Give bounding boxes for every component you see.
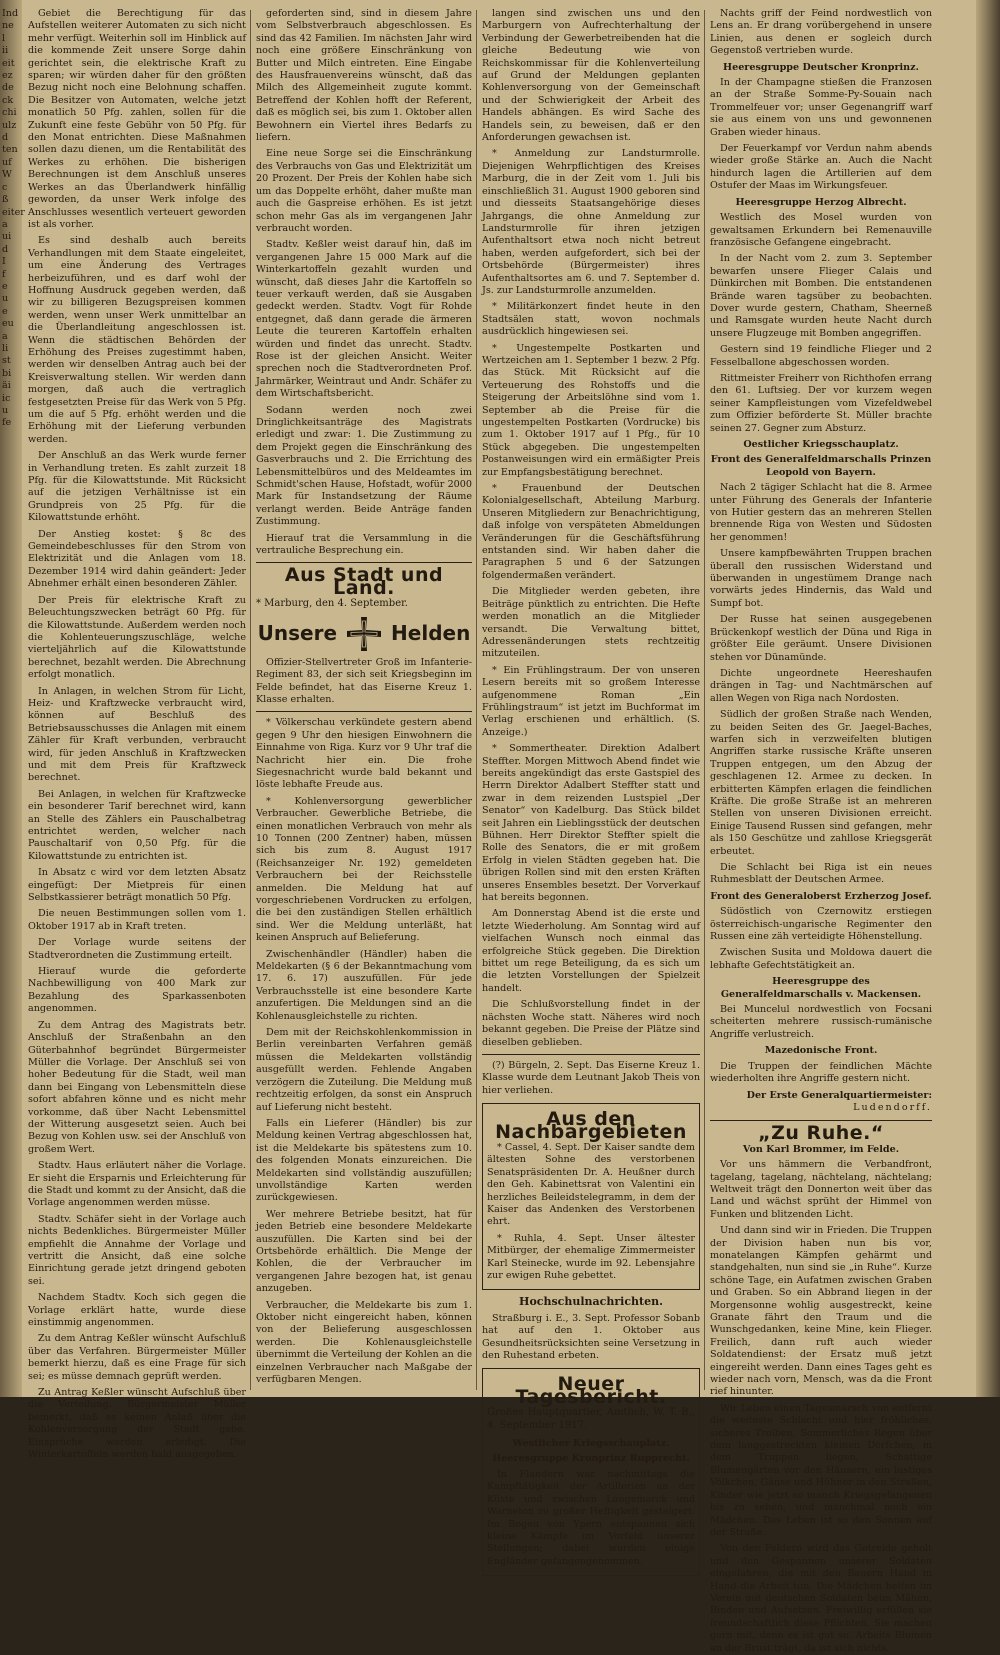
paragraph: Hierauf wurde die geforderte Nachbewilligung von 400 Mark zur Bezahlung des Sparkassenboten angenommen. bbox=[28, 966, 246, 1015]
fragment-line: e bbox=[2, 280, 8, 292]
column-1 bbox=[28, 8, 246, 1461]
paragraph: Gebiet die Berechtigung für das Aufstellen weiterer Automaten zu sich nicht mehr verfügt. Weiterhin soll im Hinblick auf die kommende Zeit unsere Sorge dahin gerichtet sein, die elektrische Kraft zu sparen; wir würden daher für den größten Bezug nicht noch eine Belohnung schaffen. Die Besitzer von Automaten, welche jetzt monatlich 50 Pfg. zahlen, sollen für die Zukunft eine feste Gebühr von 50 Pfg. für den Monat entrichten. Diese Maßnahmen sollen dazu dienen, um die Rentabilität des Werkes zu erhöhen. Die bisherigen Berechnungen ist dem Anschluß unseres Werkes an das Überlandwerk hinfällig geworden, da unser Werk infolge des Anschlusses wesentlich verteuert geworden ist als vorher. bbox=[28, 8, 246, 230]
paragraph: Der Feuerkampf vor Verdun nahm abends wieder große Stärke an. Auch die Nacht hindurch lagen die Artillerien auf dem Ostufer der Maas im Wirkungsfeuer. bbox=[710, 143, 932, 192]
paragraph: (?) Bürgeln, 2. Sept. Das Eiserne Kreuz 1. Klasse wurde dem Leutnant Jakob Theis von hier verliehen. bbox=[482, 1059, 700, 1096]
paragraph: Der Russe hat seinen ausgegebenen Brückenkopf westlich der Düna und Riga in größter Eile geräumt. Unsere Divisionen stehen vor Dünamünde. bbox=[710, 614, 932, 663]
col4-sub1: Heeresgruppe Deutscher Kronprinz. bbox=[723, 61, 919, 73]
fragment-line: chi bbox=[2, 107, 17, 119]
fragment-line: u bbox=[2, 293, 9, 305]
paragraph: * Ein Frühlingstraum. Der von unseren Lesern bereits mit so großem Interesse aufgenommene Roman „Ein Frühlingstraum“ ist jetzt im Buchformat im Verlag erschienen und erhältlich. (S. Anzeige.) bbox=[482, 664, 700, 738]
fragment-line: d bbox=[2, 132, 9, 144]
university-text: Straßburg i. E., 3. Sept. Professor Sobanb hat auf den 1. Oktober aus Gesundheitsrücksichten seine Versetzung in den Ruhestand erbeten. bbox=[482, 1312, 700, 1362]
paragraph: * Kohlenversorgung gewerblicher Verbraucher. Gewerbliche Betriebe, die einen monatlichen Verbrauch von mehr als 10 Tonnen (200 Zentner) haben, müssen sich bis zum 8. August 1917 (Reichsanzeiger Nr. 192) gemeldeten Verbrauchern bei der Reichsstelle anmelden. Die Meldung hat auf vorgeschriebenen Vordrucken zu erfolgen, die bei den zuständigen Stellen erhältlich sind. Wer die Meldung unterläßt, hat keinen Anspruch auf Belieferung. bbox=[256, 795, 472, 944]
paragraph: * Völkerschau verkündete gestern abend gegen 9 Uhr den hiesigen Einwohnern die Einnahme von Riga. Kurz vor 9 Uhr traf die Nachricht hier ein. Die frohe Siegesnachricht wurde bald bekannt und löste lebhafte Freude aus. bbox=[256, 717, 472, 791]
paragraph: Stadtv. Keßler weist darauf hin, daß im vergangenen Jahre 15 000 Mark auf die Winterkartoffeln gezahlt wurden und wünscht, daß dieses Jahr die Kartoffeln so teuer verkauft werden, daß sie Ausgaben gedeckt werden. Stadtv. Vogt für Rohde entgegnet, daß dann gerade die ärmeren Leute die teureren Kartoffeln erhalten würden und findet das unrecht. Stadtv. Rose ist der gleichen Ansicht. Weiter sprechen noch die Stadtverordneten Prof. Jahrmärker, Weintraut und Andr. Schäfer zu dem Wirtschaftsbericht. bbox=[256, 239, 472, 400]
paragraph: Zu dem Antrag Keßler wünscht Aufschluß über das Verfahren. Bürgermeister Müller bemerkt hierzu, daß es eine Frage für sich sei; es müsse demnach geprüft werden. bbox=[28, 1333, 246, 1382]
daily-report-sub1: Westlicher Kriegsschauplatz. bbox=[512, 1438, 670, 1450]
paragraph: Gestern sind 19 feindliche Flieger und 2 Fesselballone abgeschossen worden. bbox=[710, 344, 932, 368]
paragraph: Der Anstieg kostet: § 8c des Gemeindebeschlusses für den Strom von Elektrizität und die Anlagen vom 18. Dezember 1914 wird dahin geändert: Jeder Abnehmer erhält einen besonderen Zähler. bbox=[28, 528, 246, 590]
paragraph: Südöstlich von Czernowitz erstiegen österreichisch-ungarische Regimenter den Russen eine zäh verteidigte Höhenstellung. bbox=[710, 906, 932, 943]
column-rule bbox=[704, 10, 705, 1390]
paragraph: Dichte ungeordnete Heereshaufen drängen in Tag- und Nachtmärschen auf allen Wegen von Riga nach Nordosten. bbox=[710, 667, 932, 704]
column-3-top-text bbox=[482, 8, 700, 1049]
col4-sub6-text bbox=[710, 1004, 932, 1041]
daily-report-text: In Flandern war nachmittags die Kampftätigkeit der Artillerien an der Küste und zwischen Langemarck und Warneton zu großer Heftigkeit gesteigert. Im Bogen von Ypern entspannen sich kleine Kämpfe im Vorfeld unserer Stellungen; dabei wurden einige Engländer gefangengenommen. bbox=[487, 1468, 695, 1567]
paragraph: Sodann werden noch zwei Dringlichkeitsanträge des Magistrats erledigt und zwar: 1. Die Zustimmung zu dem Projekt gegen die Einschränkung des Gasverbrauchs und 2. Die Errichtung des Lebensmittelbüros und des Meldeamtes im Schmidt'schen Hause, Hofstadt, wofür 2000 Mark für Instandsetzung der Räume verlangt werden. Beide Anträge fanden Zustimmung. bbox=[256, 404, 472, 528]
section-title-local-news: Aus Stadt und Land. bbox=[284, 564, 444, 599]
paragraph: Rittmeister Freiherr von Richthofen errang den 61. Luftsieg. Der vor kurzem wegen seiner Kampfleistungen vom Vizefeldwebel zum Offizier beförderte St. Müller brachte seinen 27. Gegner zum Absturz. bbox=[710, 372, 932, 434]
paragraph: Und dann sind wir in Frieden. Die Truppen der Division haben nun bis vor, monatelangen Kämpfen gehärmt und standgehalten, nun sind sie „in Ruhe“. Kurze schöne Tage, ein Aufatmen zwischen Graben und Graben. So ein Abbrand liegen in der Morgensonne wohlig ausgestreckt, keine Granate fährt den Traum und die Wunschgedanken, keine Mine, kein Flieger. Freilich, dann ruft auch wieder Soldatendienst: der Ersatz muß jetzt eingereiht werden. Dann eines Tages geht es wieder nach vorn, Mensch, was da die Front rief hinunter. bbox=[710, 1225, 932, 1398]
section-title-university: Hochschulnachrichten. bbox=[519, 1295, 663, 1309]
paragraph: In der Champagne stießen die Franzosen an der Straße Somme-Py-Souain nach Trommelfeuer vor; unser Gegenangriff warf sie aus einem von uns und gewonnenen Graben wieder hinaus. bbox=[710, 77, 932, 138]
fragment-line: d bbox=[2, 243, 9, 255]
paragraph: In Absatz c wird vor dem letzten Absatz eingefügt: Der Mietpreis für einen Selbstkassierer beträgt monatlich 50 Pfg. bbox=[28, 867, 246, 904]
paragraph: Verbraucher, die Meldekarte bis zum 1. Oktober nicht eingereicht haben, können von der Belieferung ausgeschlossen werden. Die Kohlenausgleichstelle übernimmt die Verteilung der Kohlen an die einzelnen Verbraucher nach Maßgabe der verfügbaren Mengen. bbox=[256, 1299, 472, 1386]
paragraph: Nachdem Stadtv. Koch sich gegen die Vorlage erklärt hatte, wurde diese einstimmig angenommen. bbox=[28, 1292, 246, 1329]
paragraph: Von den Feldern wird das Getreide geholt und den Gespannen unserer Soldaten eingefahren, die mit den Bauern Hand in Hand die Arbeit tun. Die Mädchen helfen im Verein mit deutschen Soldaten beim Mähen, Binden und Aufsetzen. Freiwillig erfüllen sie freundschaftlich diese Pflichten. Sie machen gern mit, denn es ist gut so. Arbeits Blumen an der Brust trägt, da ist sich nichts. bbox=[710, 1543, 932, 1654]
paragraph: Stadtv. Haus erläutert näher die Vorlage. Er sieht die Ersparnis und Erleichterung für die Stadt und kommt zu der Ansicht, daß die Vorlage angenommen werden müsse. bbox=[28, 1160, 246, 1209]
fragment-line: c bbox=[2, 181, 8, 193]
paragraph: Zu dem Antrag des Magistrats betr. Anschluß der Straßenbahn an den Güterbahnhof begründet Bürgermeister Müller die Vorlage. Der Anschluß sei von hoher Bedeutung für die Stadt, weil man dann bei Eingang von Lebensmitteln diese sofort abfahren könne und es nicht mehr vorkomme, daß über Nacht Lebensmittel der Witterung ausgesetzt seien. Auch bei Bezug von Kohlen usw. sei der Anschluß von großem Wert. bbox=[28, 1019, 246, 1155]
paragraph: * Ruhla, 4. Sept. Unser ältester Mitbürger, der ehemalige Zimmermeister Karl Steinecke, wurde im 92. Lebensjahre zur ewigen Ruhe gebettet. bbox=[487, 1232, 695, 1281]
daily-report-sub2: Heeresgruppe Kronprinz Rupprecht. bbox=[492, 1453, 690, 1465]
section-title-neighbor: Aus den Nachbargebieten bbox=[495, 1108, 687, 1143]
paragraph: Zwischen Susita und Moldowa dauert die lebhafte Gefechtstätigkeit an. bbox=[710, 947, 932, 971]
col4-sub4-text bbox=[710, 482, 932, 887]
dateline: * Marburg, den 4. September. bbox=[256, 598, 408, 610]
paragraph: Der Vorlage wurde seitens der Stadtverordneten die Zustimmung erteilt. bbox=[28, 937, 246, 961]
col4-sub5-text bbox=[710, 906, 932, 972]
fragment-line: uf bbox=[2, 156, 12, 168]
paragraph: * Frauenbund der Deutschen Kolonialgesellschaft, Abteilung Marburg. Unseren Mitgliedern zur Benachrichtigung, daß infolge von verspäteten Abmeldungen Veränderungen für die Geschäftsführung entstanden sind. Wir haben daher die Paragraphen 5 und 6 der Satzungen folgendermaßen verändert. bbox=[482, 483, 700, 581]
daily-report-box bbox=[482, 1368, 700, 1576]
paragraph: Wer mehrere Betriebe besitzt, hat für jeden Betrieb eine besondere Meldekarte auszufüllen. Die Karten sind bei der Ortsbehörde erhältlich. Die Menge der Kohlen, die der Verbraucher im vergangenen Jahre bezogen hat, ist genau anzugeben. bbox=[256, 1208, 472, 1295]
fragment-line: st bbox=[2, 355, 11, 367]
col4-sub7-text bbox=[710, 1061, 932, 1086]
fragment-line: u bbox=[2, 405, 9, 416]
col4-sub4: Front des Generalfeldmarschalls Prinzen Leopold von Bayern. bbox=[710, 454, 932, 478]
paragraph: langen sind zwischen uns und den Marburgern von Aufrechterhaltung der Verbindung der Gewerbetreibenden hat die gleiche Bedeutung wie von Reichskommissar für die Kohlenverteilung auf Grund der Meldungen geplanten Kohlenversorgung von der Gemeinschaft und der Schwierigkeit der Arbeit des Handels abhängen. Es wird Sache des Handels sein, zu beweisen, daß er den Anforderungen gewachsen ist. bbox=[482, 8, 700, 144]
neighbor-news-text bbox=[487, 1142, 695, 1282]
poem-text bbox=[710, 1159, 932, 1655]
paragraph: Am Donnerstag Abend ist die erste und letzte Wiederholung. Am Sonntag wird auf vielfachen Wunsch noch einmal das erfolgreiche Stück gegeben. Die Direktion bittet um rege Beteiligung, da es sich um die letzten Vorstellungen der Spielzeit handelt. bbox=[482, 908, 700, 994]
signature-name: Ludendorff. bbox=[853, 1101, 932, 1113]
fragment-line: ß bbox=[2, 194, 9, 206]
paragraph: Der Preis für elektrische Kraft zu Beleuchtungszwecken beträgt 60 Pfg. für die Kilowattstunde. Außerdem werden noch die Kohlenteuerungszuschläge, welche vierteljährlich auf die Kilowattstunde berechnet, bezahlt werden. Die Abrechnung erfolgt monatlich. bbox=[28, 594, 246, 681]
signature-role: Der Erste Generalquartiermeister: bbox=[746, 1089, 932, 1101]
paragraph: Südlich der großen Straße nach Wenden, zu beiden Seiten des Gr. Jaegel-Baches, warfen sich in verzweifelten blutigen Angriffen starke russische Kräfte unseren Truppen entgegen, um den Abzug der geschlagenen 12. Armee zu decken. In erbitterten Kämpfen erlagen die feindlichen Kräfte. Die große Straße ist an mehreren Stellen von unseren Divisionen erreicht. Einige Tausend Russen sind gefangen, mehr als 150 Geschütze und zahllose Kriegsgerät erbeutet. bbox=[710, 709, 932, 857]
col4-sub2-text bbox=[710, 212, 932, 435]
paragraph: Die neuen Bestimmungen sollen vom 1. Oktober 1917 ab in Kraft treten. bbox=[28, 908, 246, 932]
previous-page-fragment bbox=[2, 8, 28, 430]
paragraph: Dem mit der Reichskohlenkommission in Berlin vereinbarten Verfahren gemäß müssen die Meldekarten vollständig ausgefüllt werden. Fehlende Angaben verzögern die Zuteilung. Die Meldung muß rechtzeitig erfolgen, da sonst ein Anspruch auf Lieferung nicht besteht. bbox=[256, 1027, 472, 1113]
paragraph: Bei Muncelul nordwestlich von Focsani scheiterten mehrere russisch-rumänische Angriffe verlustreich. bbox=[710, 1004, 932, 1040]
separator bbox=[256, 562, 472, 563]
fragment-line: fe bbox=[2, 417, 12, 429]
column-rule bbox=[476, 10, 477, 1390]
fragment-line: a bbox=[2, 218, 8, 230]
poem-title: „Zu Ruhe.“ bbox=[758, 1122, 884, 1145]
paragraph: In der Nacht vom 2. zum 3. September bewarfen unsere Flieger Calais und Dünkirchen mit Bomben. Die entstandenen Brände waren tagsüber zu beobachten. Dover wurde gestern, Chatham, Sheerneß und Ramsgate wurden heute Nacht durch unsere Flugzeuge mit Bomben angegriffen. bbox=[710, 253, 932, 339]
fragment-line: ne bbox=[2, 20, 14, 32]
separator bbox=[256, 711, 472, 712]
paragraph: Unsere kampfbewährten Truppen brachen überall den russischen Widerstand und überwanden in ungestümem Drange nach vorwärts jedes Hindernis, das Wald und Sumpf bot. bbox=[710, 548, 932, 609]
col4-sub2: Heeresgruppe Herzog Albrecht. bbox=[735, 196, 907, 208]
column-2-bottom-text bbox=[256, 717, 472, 1386]
paragraph: Wir Leben einen Tagesmarsch von entfernt die weiteste Schlacht und hier fröhliches, sicheres Treiben. Sommerliches Regen über dem langgestreckten kleinen Dörfchen, in dem Truppen liegen, Schattige Blumengärten vor den Häusern, ein lustiges Völkchen, Gänse und Hühner in den Straßen, Kinder wie jetzt so manch Kriegsgefangenen bis zu sehen, und manchmal noch ein Mädchen. Das Leben ist so den Sonnen auf der Straße. bbox=[710, 1402, 932, 1538]
fragment-line: ulz bbox=[2, 119, 17, 131]
fragment-line: ii bbox=[2, 45, 9, 57]
fragment-line: f bbox=[2, 268, 6, 280]
paragraph: Nach 2 tägiger Schlacht hat die 8. Armee unter Führung des Generals der Infanterie von Hutier gestern das an mehreren Stellen brennende Riga von Westen und Südosten her genommen! bbox=[710, 482, 932, 543]
fragment-line: e bbox=[2, 305, 8, 317]
page-right-edge bbox=[976, 0, 1000, 1397]
fragment-line: äi bbox=[2, 380, 11, 392]
fragment-line: ten bbox=[2, 144, 18, 156]
paragraph: Westlich des Mosel wurden von gewaltsamen Erkundern bei Remenauville französische Gefangene eingebracht. bbox=[710, 212, 932, 248]
fragment-line: ui bbox=[2, 231, 12, 243]
fragment-line: I bbox=[2, 256, 6, 268]
paragraph: * Ungestempelte Postkarten und Wertzeichen am 1. September 1 bezw. 2 Pfg. das Stück. Mit Rücksicht auf die Verteuerung des Rohstoffs und die Steigerung der Arbeitslöhne sind vom 1. September ab die Preise für die ungestempelten Postkarten (Vordrucke) bis zum 1. Oktober 1917 auf 1 Pfg., für 10 Stück abgegeben. Die ungestempelten Postanweisungen wird ein ermäßigter Preis zur Empfangsbestätigung berechnet. bbox=[482, 342, 700, 478]
fragment-line: ck bbox=[2, 94, 14, 106]
paragraph: Stadtv. Schäfer sieht in der Vorlage auch nichts Bedenkliches. Bürgermeister Müller empfiehlt die Annahme der Vorlage und vertritt die Ansicht, daß eine solche Einrichtung gerade jetzt dringend geboten sei. bbox=[28, 1213, 246, 1287]
paragraph: Zu Antrag Keßler wünscht Aufschluß über die Verteilung. Bürgermeister Müller bemerkt, daß es keinen Anlaß über die Kohlenversorgung der Stadt gebe. Einsprüche werden erledigt. Die Winterkartoffeln werden bald ausgegeben. bbox=[28, 1387, 246, 1461]
separator bbox=[482, 1054, 700, 1055]
heroes-text: Offizier-Stellvertreter Groß im Infanterie-Regiment 83, der sich seit Kriegsbeginn im Felde befindet, hat das Eiserne Kreuz 1. Klasse erhalten. bbox=[256, 656, 472, 705]
column-3 bbox=[482, 8, 700, 1567]
paragraph: Falls ein Lieferer (Händler) bis zur Meldung keinen Vertrag abgeschlossen hat, ist die Meldekarte bis spätestens zum 10. des folgenden Monats einzureichen. Die Meldekarten sind vollständig auszufüllen; unvollständige Karten werden zurückgewiesen. bbox=[256, 1117, 472, 1204]
heroes-word-right: Helden bbox=[391, 621, 471, 646]
paragraph: Vor uns hämmern die Verbandfront, tagelang, tagelang, nächtelang, nächtelang; Weltweit trägt den Donnerton weit über das Land und wächst sprüht der Himmel von Funken und blitzenden Licht. bbox=[710, 1159, 932, 1220]
paragraph: Der Anschluß an das Werk wurde ferner in Verhandlung treten. Es zahlt zurzeit 18 Pfg. für die Kilowattstunde. Mit Rücksicht auf die jetzigen Verhältnisse ist ein Grundpreis von 25 Pfg. für die Kilowattstunde erhöht. bbox=[28, 450, 246, 524]
paragraph: Die Truppen der feindlichen Mächte wiederholten ihre Angriffe gestern nicht. bbox=[710, 1060, 932, 1085]
column-3-notice bbox=[482, 1060, 700, 1097]
col4-sub5: Front des Generaloberst Erzherzog Josef. bbox=[710, 890, 932, 902]
paragraph: In Anlagen, in welchen Strom für Licht, Heiz- und Kraftzwecke verbraucht wird, können auf Beschluß des Betriebsausschusses die Anlagen mit einem Zähler für Kraft verbunden, verbraucht wird, für jeden Anschluß in Kraftzwecken und mit dem Preis für Kraftzweck berechnet. bbox=[28, 685, 246, 784]
paragraph: * Anmeldung zur Landsturmrolle. Diejenigen Wehrpflichtigen des Kreises Marburg, die in der Zeit vom 1. Juli bis einschließlich 31. August 1900 geboren sind und diesseits Staatsangehörige dieses Jahrgangs, die ohne Anmeldung zur Landsturmrolle für ihren jetzigen Aufenthaltsort etwa noch nicht betreut haben, werden aufgefordert, sich bei der Ortsbehörde (Bürgermeister) ihres Aufenthaltsortes am 6. und 7. September d. Js. zur Landsturmrolle anzumelden. bbox=[482, 148, 700, 296]
column-4-top-text bbox=[710, 8, 932, 58]
neighbor-news-box bbox=[482, 1103, 700, 1290]
daily-report-dateline: Großes Hauptquartier, Amtlich, W. T. B., 4. September 1917. bbox=[487, 1407, 695, 1431]
column-2-top-text bbox=[256, 8, 472, 557]
paragraph: Nachts griff der Feind nordwestlich von Lens an. Er drang vorübergehend in unsere Linien, aus denen er sogleich durch Gegenstoß vertrieben wurde. bbox=[710, 8, 932, 57]
heroes-word-left: Unsere bbox=[257, 621, 338, 646]
fragment-line: ic bbox=[2, 392, 11, 404]
fragment-line: eu bbox=[2, 318, 14, 330]
column-rule bbox=[250, 10, 251, 1390]
fragment-line: bi bbox=[2, 367, 12, 379]
iron-cross-icon bbox=[347, 617, 381, 651]
paragraph: Es sind deshalb auch bereits Verhandlungen mit dem Staate eingeleitet, um eine Änderung des Vertrages herbeizuführen, und es darf wohl der Hoffnung Ausdruck gegeben werden, daß wir zu billigeren Bezugspreisen kommen werden, wenn unser Werk unmittelbar an die Überlandleitung angeschlossen ist. Wenn die städtischen Behörden der Erhöhung des Preises zugestimmt haben, werden wir denselben Antrag auch bei der Kreisverwaltung stellen. Wir werden dann morgen, daß auch die vertraglich festgesetzten Preise für das Werk von 5 Pfg. um die auf 5 Pfg. erhöht werden und die Erhöhung mit der Lieferung verbunden werden. bbox=[28, 235, 246, 445]
paragraph: * Sommertheater. Direktion Adalbert Steffter. Morgen Mittwoch Abend findet wie bereits angekündigt das erste Gastspiel des Herrn Direktor Adalbert Steffter statt und zwar in dem reizenden Lustspiel „Der Senator“ von Kadelburg. Das Stück bildet seit Jahren ein Lieblingsstück der deutschen Bühnen. Herr Direktor Steffter spielt die Rolle des Senators, die er mit großem Erfolg in vielen Städten gegeben hat. Die übrigen Rollen sind mit den ersten Kräften unseres Ensembles besetzt. Der Vorverkauf hat bereits begonnen. bbox=[482, 743, 700, 904]
fragment-line: W bbox=[2, 169, 12, 181]
heroes-header bbox=[256, 617, 472, 651]
fragment-line: eit bbox=[2, 57, 15, 69]
col4-sub3: Oestlicher Kriegsschauplatz. bbox=[743, 439, 899, 450]
column-2 bbox=[256, 8, 472, 1388]
fragment-line: l bbox=[2, 32, 6, 44]
col4-sub7: Mazedonische Front. bbox=[764, 1045, 878, 1057]
paragraph: Eine neue Sorge sei die Einschränkung des Verbrauchs von Gas und Elektrizität um 20 Prozent. Der Preis der Kohlen habe sich um das Doppelte erhöht, daher mußte man auch die Gaspreise erhöhen. Es ist jetzt schon mehr Gas als im vergangenen Jahr verbraucht worden. bbox=[256, 148, 472, 234]
paragraph: * Militärkonzert findet heute in den Stadtsälen statt, wovon nochmals ausdrücklich hingewiesen sei. bbox=[482, 301, 700, 338]
fragment-line: li bbox=[2, 342, 9, 354]
paragraph: Zwischenhändler (Händler) haben die Meldekarten (§ 6 der Bekanntmachung vom 17. 6. 17) auszufüllen. Für jede Verbrauchsstelle ist eine besondere Karte anzufertigen. Die Meldungen sind an die Kohlenausgleichstelle zu richten. bbox=[256, 948, 472, 1022]
fragment-line: ez bbox=[2, 70, 13, 82]
section-title-daily-report: Neuer Tagesbericht. bbox=[515, 1373, 667, 1408]
fragment-line: a bbox=[2, 330, 8, 342]
paragraph: geforderten sind, sind in diesem Jahre vom Selbstverbrauch abgeschlossen. Es sind das 42 Familien. Im nächsten Jahr wird noch eine größere Einschränkung von Butter und Milch eintreten. Eine Eingabe des Hausfrauenvereins wünscht, daß das Milch des Allgemeinheit zugute kommt. Betreffend der Kohlen hofft der Referent, daß es möglich sei, bis zum 1. Oktober allen Bewohnern ein Viertel ihres Bedarfs zu liefern. bbox=[256, 8, 472, 144]
fragment-line: eiter bbox=[2, 206, 25, 218]
column-4 bbox=[710, 8, 932, 1654]
paragraph: Die Schlacht bei Riga ist ein neues Ruhmesblatt der Deutschen Armee. bbox=[710, 862, 932, 886]
fragment-line: Ind bbox=[2, 8, 19, 19]
paragraph: Die Mitglieder werden gebeten, ihre Beiträge pünktlich zu entrichten. Die Hefte werden monatlich an die Mitglieder versandt. Die Verwaltung bittet, Adressenänderungen stets rechtzeitig mitzuteilen. bbox=[482, 586, 700, 660]
col4-sub6: Heeresgruppe des Generalfeldmarschalls v. Mackensen. bbox=[720, 976, 922, 1000]
poem-byline: Von Karl Brommer, im Felde. bbox=[742, 1143, 900, 1155]
separator bbox=[710, 1120, 932, 1121]
paragraph: Hierauf trat die Versammlung in die vertrauliche Besprechung ein. bbox=[256, 532, 472, 557]
fragment-line: de bbox=[2, 82, 14, 94]
col4-sub1-text bbox=[710, 77, 932, 193]
paragraph: Die Schlußvorstellung findet in der nächsten Woche statt. Näheres wird noch bekannt gegeben. Die Preise der Plätze sind dieselben geblieben. bbox=[482, 999, 700, 1048]
paragraph: Bei Anlagen, in welchen für Kraftzwecke ein besonderer Tarif berechnet wird, kann an Stelle des Zählers ein Pauschalbetrag entrichtet werden, welcher nach Pauschaltarif von 0,50 Pfg. für die Kilowattstunde zu entrichten ist. bbox=[28, 788, 246, 862]
paragraph: * Cassel, 4. Sept. Der Kaiser sandte dem ältesten Sohne des verstorbenen Senatspräsidenten Dr. A. Heußner durch den Geh. Kabinettsrat von Valentini ein herzliches Beileidstelegramm, in dem der Kaiser das Andenken des Verstorbenen ehrt. bbox=[487, 1141, 695, 1228]
